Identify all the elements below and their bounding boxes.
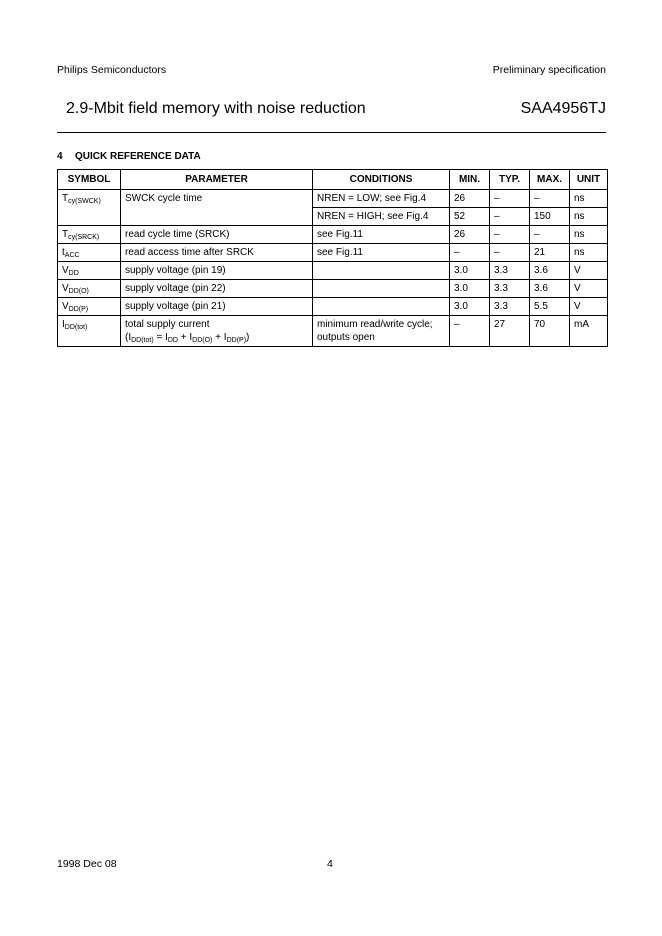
conditions-cell: see Fig.11 [313, 244, 450, 262]
section-title: QUICK REFERENCE DATA [75, 151, 201, 162]
parameter-cell: supply voltage (pin 22) [121, 280, 313, 298]
header-min: MIN. [450, 170, 490, 190]
symbol-cell [58, 208, 121, 226]
parameter-cell: read cycle time (SRCK) [121, 226, 313, 244]
unit-cell: V [570, 280, 608, 298]
conditions-cell: NREN = HIGH; see Fig.4 [313, 208, 450, 226]
part-number: SAA4956TJ [520, 100, 606, 117]
max-cell: 3.6 [530, 262, 570, 280]
parameter-cell: supply voltage (pin 19) [121, 262, 313, 280]
page-number: 4 [327, 858, 333, 870]
table-row [58, 298, 608, 316]
typ-cell: – [490, 190, 530, 208]
header-parameter: PARAMETER [121, 170, 313, 190]
typ-cell: – [490, 226, 530, 244]
quick-reference-table [57, 169, 608, 347]
min-cell: 3.0 [450, 262, 490, 280]
min-cell: 26 [450, 226, 490, 244]
min-cell: – [450, 244, 490, 262]
typ-cell: 3.3 [490, 280, 530, 298]
header-unit: UNIT [570, 170, 608, 190]
unit-cell: ns [570, 190, 608, 208]
parameter-formula: $(I_{DD(tot)} = I_{DD} + I_{DD(O)} + I_{DD(P)})$ [125, 332, 250, 344]
parameter-cell [121, 208, 313, 226]
min-cell: 3.0 [450, 280, 490, 298]
parameter-cell [121, 316, 313, 347]
min-cell: 52 [450, 208, 490, 226]
max-cell: 21 [530, 244, 570, 262]
typ-cell: 3.3 [490, 298, 530, 316]
table-header-row [58, 170, 608, 190]
min-cell: – [450, 316, 490, 347]
typ-cell: – [490, 244, 530, 262]
min-cell: 26 [450, 190, 490, 208]
document-title: 2.9-Mbit field memory with noise reduction [66, 100, 366, 117]
table-row [58, 316, 608, 347]
section-heading [57, 151, 201, 162]
conditions-cell: minimum read/write cycle; outputs open [313, 316, 450, 347]
conditions-cell [313, 262, 450, 280]
unit-cell: ns [570, 244, 608, 262]
table-row [58, 262, 608, 280]
max-cell: 150 [530, 208, 570, 226]
symbol-cell: $V_{DD(O)}$ [58, 280, 121, 298]
header-spec-type: Preliminary specification [492, 64, 606, 76]
min-cell: 3.0 [450, 298, 490, 316]
conditions-cell [313, 280, 450, 298]
max-cell: 70 [530, 316, 570, 347]
header-max: MAX. [530, 170, 570, 190]
conditions-cell [313, 298, 450, 316]
max-cell: – [530, 226, 570, 244]
parameter-cell: supply voltage (pin 21) [121, 298, 313, 316]
table-row [58, 280, 608, 298]
symbol-cell: $V_{DD}$ [58, 262, 121, 280]
table-row [58, 190, 608, 208]
parameter-cell: SWCK cycle time [121, 190, 313, 208]
symbol-cell: $V_{DD(P)}$ [58, 298, 121, 316]
unit-cell: ns [570, 208, 608, 226]
header-typ: TYP. [490, 170, 530, 190]
parameter-cell: read access time after SRCK [121, 244, 313, 262]
unit-cell: mA [570, 316, 608, 347]
footer-date: 1998 Dec 08 [57, 858, 117, 870]
header-conditions: CONDITIONS [313, 170, 450, 190]
header-symbol: SYMBOL [58, 170, 121, 190]
unit-cell: V [570, 262, 608, 280]
table-row [58, 226, 608, 244]
symbol-cell: $t_{ACC}$ [58, 244, 121, 262]
parameter-text: total supply current [125, 319, 210, 330]
symbol-cell: $T_{cy(SRCK)}$ [58, 226, 121, 244]
conditions-cell: see Fig.11 [313, 226, 450, 244]
title-divider [57, 132, 606, 133]
conditions-cell: NREN = LOW; see Fig.4 [313, 190, 450, 208]
max-cell: 3.6 [530, 280, 570, 298]
header-company: Philips Semiconductors [57, 64, 167, 76]
typ-cell: – [490, 208, 530, 226]
max-cell: 5.5 [530, 298, 570, 316]
typ-cell: 27 [490, 316, 530, 347]
table-row [58, 244, 608, 262]
max-cell: – [530, 190, 570, 208]
typ-cell: 3.3 [490, 262, 530, 280]
unit-cell: V [570, 298, 608, 316]
unit-cell: ns [570, 226, 608, 244]
table-row [58, 208, 608, 226]
symbol-cell: $I_{DD(tot)}$ [58, 316, 121, 347]
symbol-cell: $T_{cy(SWCK)}$ [58, 190, 121, 208]
section-number: 4 [57, 151, 63, 162]
